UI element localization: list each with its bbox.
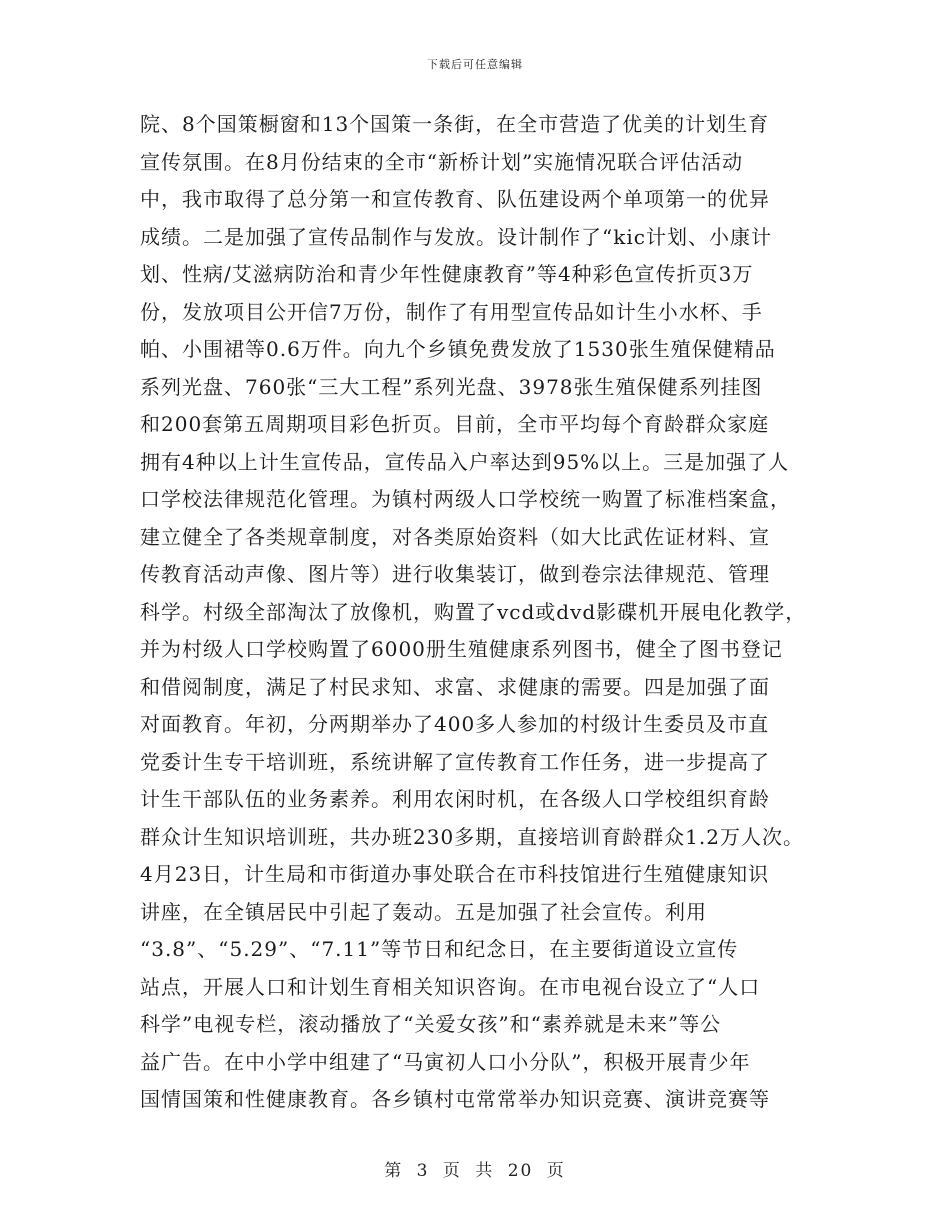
text-line: 站点，开展人口和计划生育相关知识咨询。在市电视台设立了“人口: [140, 974, 761, 999]
text-line: 院、8个国策橱窗和13个国策一条街，在全市营造了优美的计划生育: [140, 112, 770, 136]
page-number: 第 3 页 共 20 页: [384, 1161, 566, 1181]
text-line: “3.8”、“5.29”、“7.11”等节日和纪念日，在主要街道设立宣传: [140, 937, 739, 961]
text-line: 对面教育。年初，分两期举办了400多人参加的村级计生委员及市直: [140, 712, 770, 736]
text-line: 党委计生专干培训班，系统讲解了宣传教育工作任务，进一步提高了: [140, 749, 770, 774]
text-line: 群众计生知识培训班，共办班230多期，直接培训育龄群众1.2万人次。: [140, 824, 804, 849]
text-line: 划、性病/艾滋病防治和青少年性健康教育”等4种彩色宣传折页3万: [140, 262, 754, 286]
text-line: 帕、小围裙等0.6万件。向九个乡镇免费发放了1530张生殖保健精品: [140, 337, 776, 361]
text-line: 国情国策和性健康教育。各乡镇村屯常常举办知识竞赛、演讲竞赛等: [140, 1087, 770, 1111]
text-line: 并为村级人口学校购置了6000册生殖健康系列图书，健全了图书登记: [140, 637, 783, 661]
page-header-note: 下载后可任意编辑: [427, 58, 523, 71]
text-line: 拥有4种以上计生宣传品，宣传品入户率达到95%以上。三是加强了人: [140, 449, 790, 474]
text-line: 份，发放项目公开信7万份，制作了有用型宣传品如计生小水杯、手: [140, 299, 763, 324]
text-line: 宣传氛围。在8月份结束的全市“新桥计划”实施情况联合评估活动: [140, 149, 744, 174]
document-body: [140, 106, 820, 1119]
text-line: 中，我市取得了总分第一和宣传教育、队伍建设两个单项第一的优异: [140, 187, 770, 211]
text-line: 和借阅制度，满足了村民求知、求富、求健康的需要。四是加强了面: [140, 674, 770, 699]
text-line: 4月23日，计生局和市街道办事处联合在市科技馆进行生殖健康知识: [140, 862, 770, 886]
text-line: 益广告。在中小学中组建了“马寅初人口小分队”，积极开展青少年: [140, 1049, 751, 1074]
text-line: 成绩。二是加强了宣传品制作与发放。设计制作了“kic计划、小康计: [140, 224, 772, 249]
text-line: 和200套第五周期项目彩色折页。目前，全市平均每个育龄群众家庭: [140, 412, 770, 436]
text-line: 口学校法律规范化管理。为镇村两级人口学校统一购置了标准档案盒，: [140, 487, 791, 511]
text-line: 传教育活动声像、图片等）进行收集装订，做到卷宗法律规范、管理: [140, 562, 770, 586]
text-line: 建立健全了各类规章制度，对各类原始资料（如大比武佐证材料、宣: [140, 524, 770, 549]
text-line: 计生干部队伍的业务素养。利用农闲时机，在各级人口学校组织育龄: [140, 787, 770, 811]
text-line: 系列光盘、760张“三大工程”系列光盘、3978张生殖保健系列挂图: [140, 374, 763, 399]
text-line: 讲座，在全镇居民中引起了轰动。五是加强了社会宣传。利用: [140, 899, 707, 924]
text-line: 科学。村级全部淘汰了放像机，购置了vcd或dvd影碟机开展电化教学，: [140, 599, 807, 624]
text-line: 科学”电视专栏，滚动播放了“关爱女孩”和“素养就是未来”等公: [140, 1012, 722, 1036]
